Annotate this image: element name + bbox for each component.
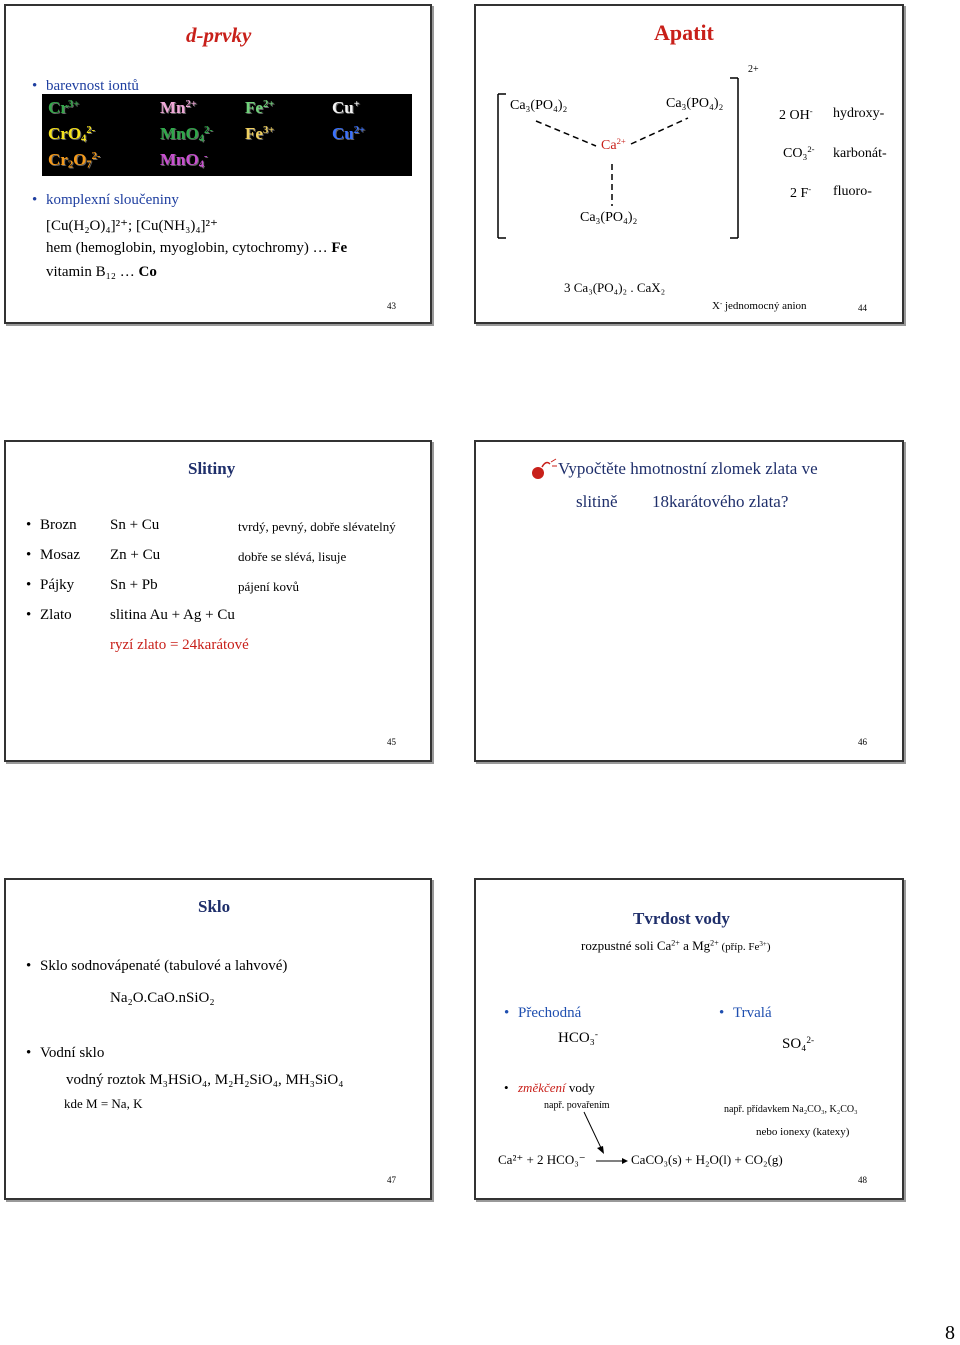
alloy-name: • Pájky xyxy=(40,577,74,594)
ion-color-box xyxy=(42,94,412,176)
ca3po4-right: Ca₃(PO₄)₂ xyxy=(666,96,724,111)
ion-mno4-1: MnO$_4$- xyxy=(160,150,208,171)
alloy-name: • Mosaz xyxy=(40,547,80,564)
alloy-formula: Sn + Cu xyxy=(110,517,160,533)
povarenim-note: např. povařením xyxy=(544,1100,610,1111)
bomb-icon xyxy=(476,442,904,762)
question-line-2b: 18karátového zlata? xyxy=(652,492,789,511)
oh-ion: 2 OH- xyxy=(779,106,813,123)
alloy-name: • Zlato xyxy=(40,607,72,624)
slide-number: 48 xyxy=(858,1175,867,1185)
ion-fe2: $Fe^{2+}$ xyxy=(245,98,275,117)
prechodna-label: • Přechodná xyxy=(518,1005,581,1022)
equation-right: CaCO₃(s) + H₂O(l) + CO₂(g) xyxy=(631,1152,783,1167)
so4-ion: SO₄$^{2-}$ xyxy=(782,1036,815,1053)
complex-formulas: [Cu(H₂O)₄]²⁺; [Cu(NH₃)₄]²⁺ xyxy=(46,218,218,234)
zmekceni-line: • změkčení vody xyxy=(518,1080,595,1096)
bullet-water-glass: • Vodní sklo xyxy=(40,1045,104,1062)
alloy-note: dobře se slévá, lisuje xyxy=(238,549,347,564)
ionexy-note: nebo ionexy (katexy) xyxy=(756,1126,850,1138)
ca3po4-bottom: Ca₃(PO₄)₂ xyxy=(580,210,638,225)
alloy-note: pájení kovů xyxy=(238,579,300,594)
slide-47 xyxy=(4,878,432,1200)
co3-ion: CO₃$^{2-}$ xyxy=(783,144,815,161)
question-line-2a: slitině xyxy=(576,492,618,511)
slide-number: 45 xyxy=(387,737,396,747)
ion-cro4: CrO$_4^{2-}$ xyxy=(48,124,96,145)
slide-48 xyxy=(474,878,904,1200)
vitamin-line: vitamin B₁₂ … Co xyxy=(46,264,157,280)
alloy-formula: slitina Au + Ag + Cu xyxy=(110,607,235,623)
slide-number: 47 xyxy=(387,1175,396,1185)
bullet-ions: • barevnost iontů xyxy=(46,78,139,95)
label-hydroxy: hydroxy- xyxy=(833,106,885,121)
ion-mn2: $Mn^{2+}$ xyxy=(160,98,197,117)
ion-mno4-2: MnO$_4^{2-}$ xyxy=(160,124,213,145)
question-line-1: Vypočtěte hmotnostní zlomek zlata ve xyxy=(558,459,818,478)
page-number: 8 xyxy=(945,1322,955,1344)
label-fluoro: fluoro- xyxy=(833,184,872,199)
slide-number: 44 xyxy=(858,303,867,313)
slide-title: Tvrdost vody xyxy=(633,909,730,928)
slide-title: Slitiny xyxy=(188,459,236,478)
water-glass-formula: vodný roztok M₃HSiO₄, M₂H₂SiO₄, MH₃SiO₄ xyxy=(66,1072,344,1088)
apatit-formula: 3 Ca₃(PO₄)₂ . CaX₂ xyxy=(564,280,666,295)
ca2-ion: $Ca^{2+}$ xyxy=(601,136,626,153)
slide-number: 46 xyxy=(858,737,867,747)
kde-note: kde M = Na, K xyxy=(64,1096,143,1111)
ion-cr2o7: $Cr_2O_7^{2-}$ xyxy=(48,150,101,171)
ca3po4-left: Ca₃(PO₄)₂ xyxy=(510,98,568,113)
slide-number: 43 xyxy=(387,301,396,311)
hem-line: hem (hemoglobin, myoglobin, cytochromy) … Fe xyxy=(46,240,348,256)
ion-cr3: $Cr^{3+}$ xyxy=(48,98,80,117)
equation-left: Ca²⁺ + 2 HCO₃⁻ xyxy=(498,1152,586,1167)
hco3-ion: HCO₃- xyxy=(558,1030,599,1047)
subtitle: rozpustné soli $Ca^{2+}$ a $Mg^{2+}$ (příp. $Fe^{3+}$) xyxy=(581,938,771,953)
slide-43 xyxy=(4,4,432,324)
alloy-formula: Sn + Pb xyxy=(110,577,158,593)
slide-45 xyxy=(4,440,432,762)
slide-46 xyxy=(474,440,904,762)
pridavkem-note: např. přídavkem Na₂CO₃, K₂CO₃ xyxy=(724,1104,858,1115)
trvala-label: • Trvalá xyxy=(733,1005,772,1022)
alloy-formula: Zn + Cu xyxy=(110,547,161,563)
bullet-soda-lime: • Sklo sodnovápenaté (tabulové a lahvové) xyxy=(40,958,287,975)
pure-gold-note: ryzí zlato = 24karátové xyxy=(110,637,249,653)
slide-44 xyxy=(474,4,904,324)
slide-title: Sklo xyxy=(198,897,231,916)
alloy-name: • Brozn xyxy=(40,517,77,534)
alloy-note: tvrdý, pevný, dobře slévatelný xyxy=(238,519,396,534)
slide-title: Apatit xyxy=(654,20,714,45)
x-note: X- jednomocný anion xyxy=(712,300,807,312)
ion-cu2: $Cu^{2+}$ xyxy=(332,124,366,143)
bullet-complex: • komplexní sloučeniny xyxy=(46,192,179,209)
soda-lime-formula: Na₂O.CaO.nSiO₂ xyxy=(110,990,215,1006)
apatit-structure-lines xyxy=(476,6,904,324)
slide-title: d-prvky xyxy=(186,23,252,47)
ion-cu1: Cu+ xyxy=(332,98,360,117)
label-karbonat: karbonát- xyxy=(833,146,887,161)
charge-2plus: 2+ xyxy=(748,64,759,75)
f-ion: 2 F- xyxy=(790,184,812,201)
ion-fe3: $Fe^{3+}$ xyxy=(245,124,275,143)
